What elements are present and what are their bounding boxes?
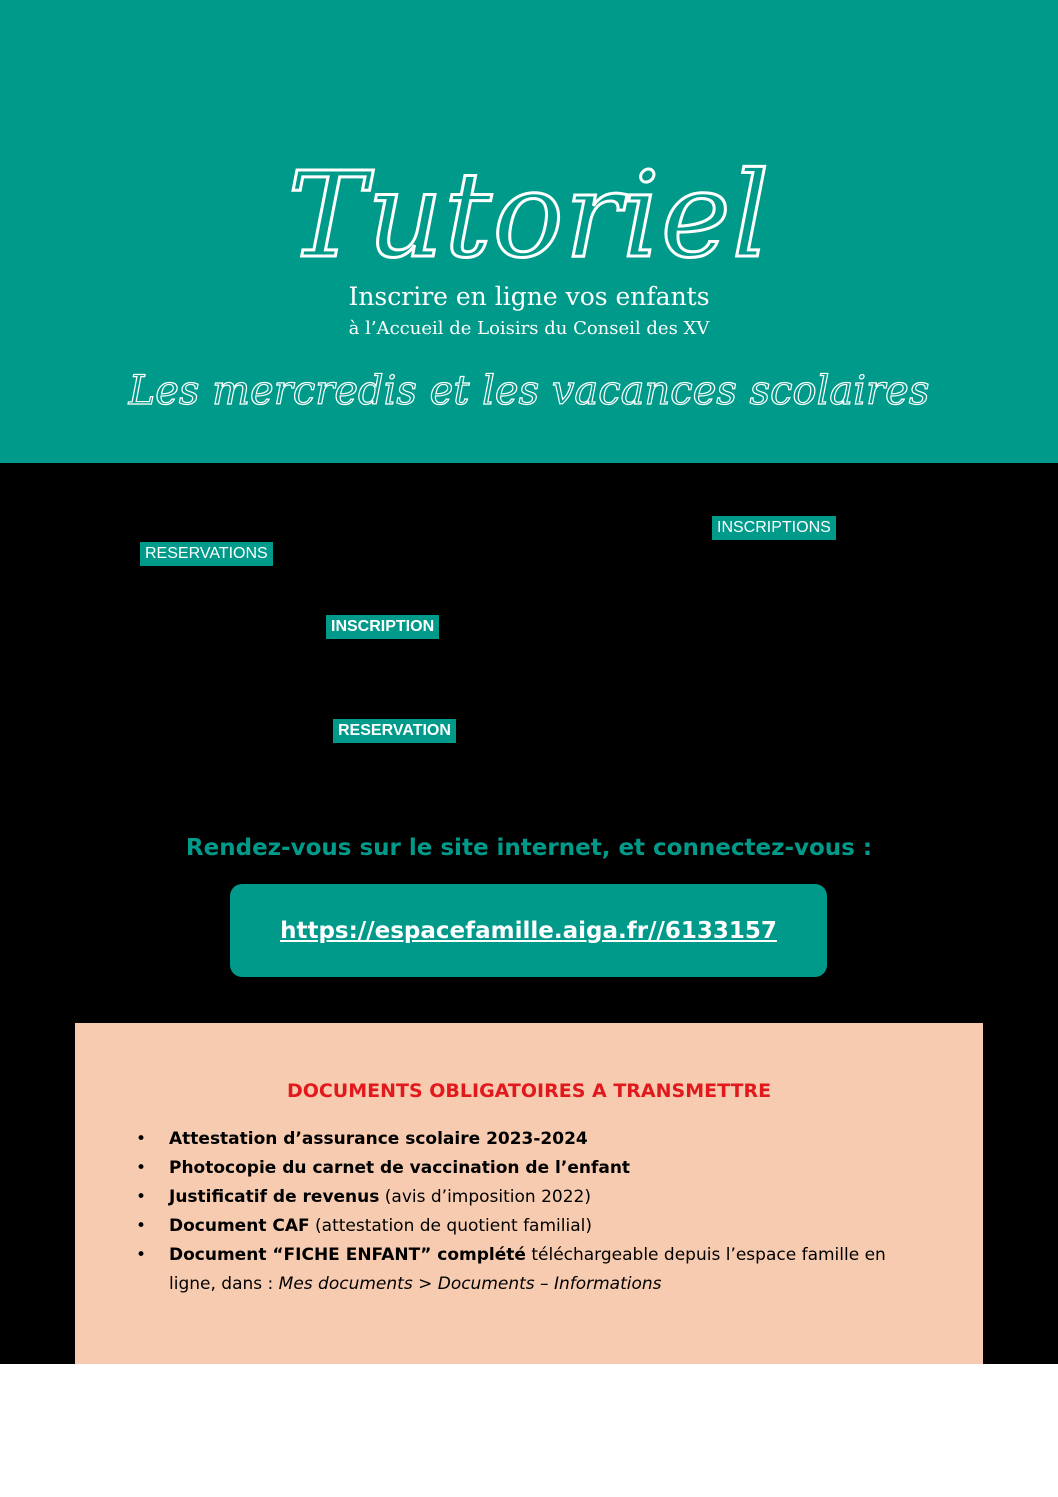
tutorial-title: Tutoriel (287, 146, 771, 284)
tag-inscriptions: INSCRIPTIONS (712, 516, 836, 540)
list-item: • Justificatif de revenus (avis d’imposition 2022) (136, 1183, 936, 1212)
list-item: • Photocopie du carnet de vaccination de l’enfant (136, 1154, 936, 1183)
bullet-icon: • (136, 1187, 147, 1207)
bullet-icon: • (136, 1245, 147, 1265)
list-item: • Document CAF (attestation de quotient familial) (136, 1212, 936, 1241)
website-link-box[interactable] (230, 884, 827, 977)
documents-list (136, 1125, 936, 1299)
documents-panel (75, 1023, 983, 1364)
tag-reservations: RESERVATIONS (140, 542, 273, 566)
bullet-icon: • (136, 1158, 147, 1178)
bullet-icon: • (136, 1129, 147, 1149)
list-item: • Attestation d’assurance scolaire 2023-2024 (136, 1125, 936, 1154)
documents-title: DOCUMENTS OBLIGATOIRES A TRANSMETTRE (286, 1080, 772, 1102)
tagline: Les mercredis et les vacances scolaires (128, 368, 930, 414)
header-banner (0, 0, 1058, 463)
website-link[interactable]: https://espacefamille.aiga.fr//6133157 (280, 917, 777, 944)
subtitle-secondary: à l’Accueil de Loisirs du Conseil des XV (348, 318, 710, 339)
list-item: • Document “FICHE ENFANT” complété téléchargeable depuis l’espace famille en ligne, dans : Mes documents > Documents – Informations (136, 1241, 936, 1299)
cta-text: Rendez-vous sur le site internet, et connectez-vous : (185, 835, 873, 861)
tag-reservation: RESERVATION (333, 719, 456, 743)
tag-inscription: INSCRIPTION (326, 615, 439, 639)
subtitle-main: Inscrire en ligne vos enfants (348, 282, 710, 311)
bullet-icon: • (136, 1216, 147, 1236)
